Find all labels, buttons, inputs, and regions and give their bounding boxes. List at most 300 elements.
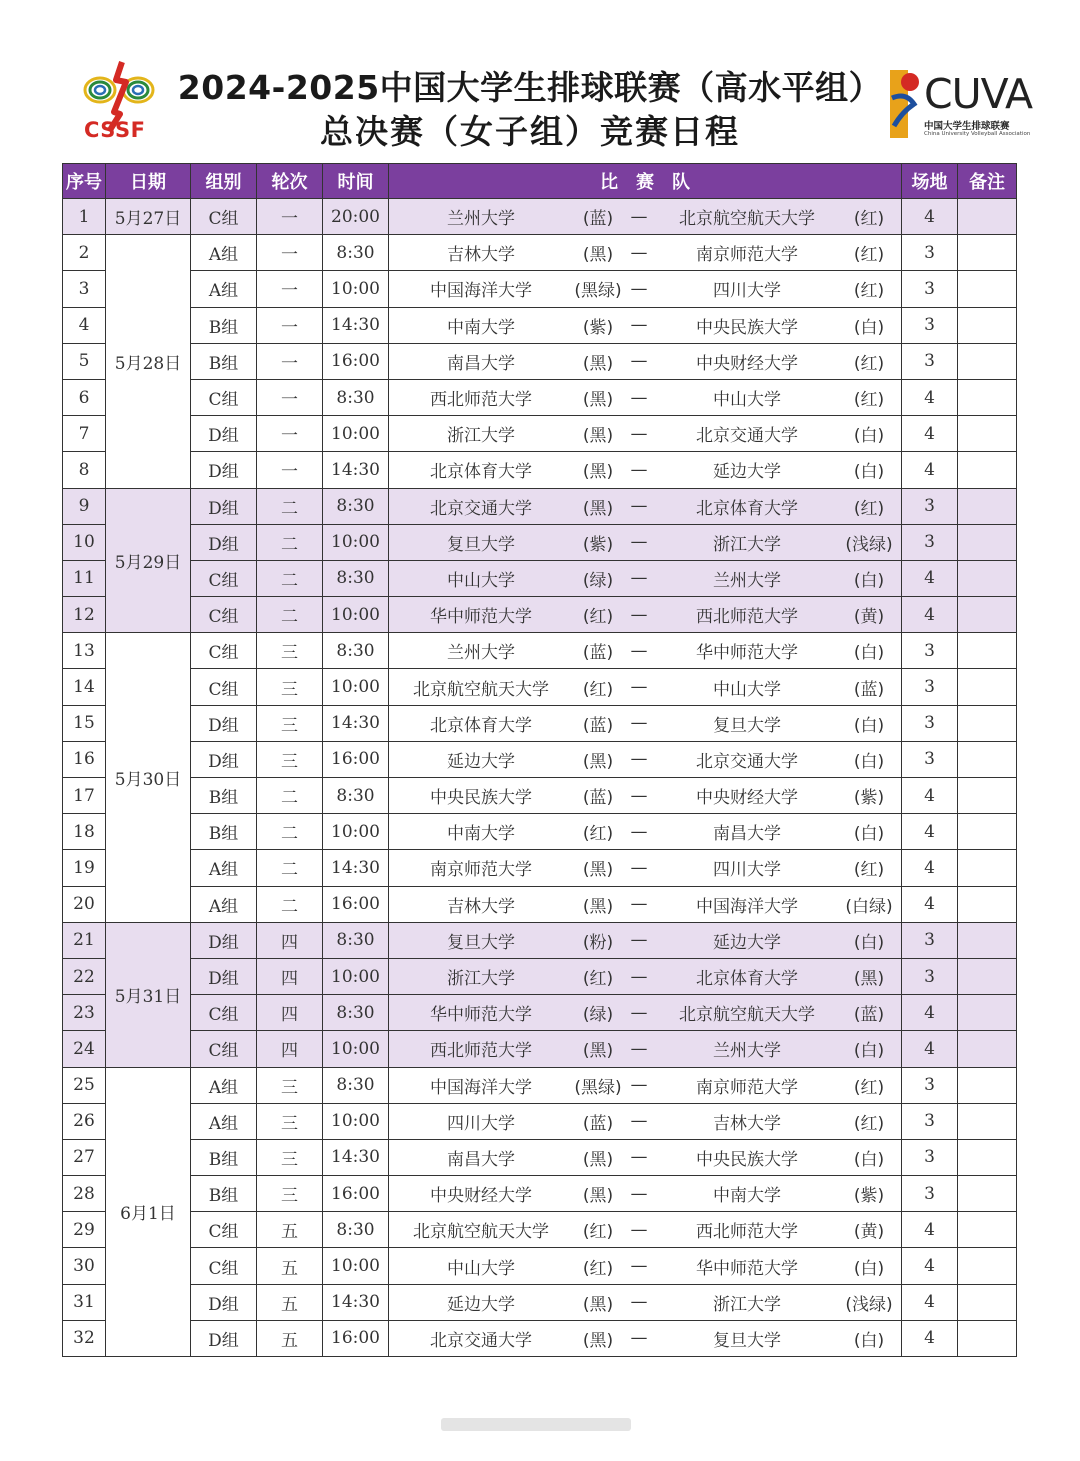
team2-jersey-color: (白)	[853, 1258, 885, 1279]
match-cell	[389, 307, 902, 343]
team1-name: 北京体育大学	[430, 715, 532, 736]
round-cell: 二	[257, 524, 323, 560]
team1-jersey-color: (红)	[582, 679, 614, 700]
schedule-body	[63, 199, 1017, 1357]
match-cell	[389, 814, 902, 850]
match-cell	[389, 633, 902, 669]
team1-jersey-color: (蓝)	[582, 788, 614, 809]
team1-name: 中国海洋大学	[430, 1077, 532, 1098]
versus-dash: —	[630, 604, 648, 625]
versus-dash: —	[630, 496, 648, 517]
time-cell: 8:30	[323, 922, 389, 958]
team1-name: 兰州大学	[447, 209, 515, 230]
match-teams	[389, 199, 901, 234]
match-cell	[389, 995, 902, 1031]
footer-watermark-bar	[441, 1418, 631, 1431]
time-cell: 8:30	[323, 1212, 389, 1248]
note-cell	[958, 1067, 1017, 1103]
team2-jersey-color: (浅绿)	[845, 534, 893, 555]
note-cell	[958, 1284, 1017, 1320]
header-note: 备注	[958, 164, 1017, 199]
team2-name: 复旦大学	[713, 715, 781, 736]
versus-dash: —	[630, 1328, 648, 1349]
time-cell: 10:00	[323, 416, 389, 452]
team1-name: 南京师范大学	[430, 860, 532, 881]
versus-dash: —	[630, 1038, 648, 1059]
team2-name: 北京体育大学	[696, 498, 798, 519]
team1-name: 复旦大学	[447, 932, 515, 953]
team1-name: 西北师范大学	[430, 390, 532, 411]
team1-jersey-color: (黑)	[582, 426, 614, 447]
team1-name: 中南大学	[447, 317, 515, 338]
note-cell	[958, 814, 1017, 850]
match-cell	[389, 416, 902, 452]
round-cell: 一	[257, 307, 323, 343]
group-cell: C组	[191, 1248, 257, 1284]
group-cell: C组	[191, 633, 257, 669]
row-number: 4	[63, 307, 106, 343]
team1-name: 北京交通大学	[430, 498, 532, 519]
team2-name: 中央财经大学	[696, 353, 798, 374]
venue-cell: 4	[902, 850, 958, 886]
match-cell	[389, 271, 902, 307]
row-number: 30	[63, 1248, 106, 1284]
note-cell	[958, 1212, 1017, 1248]
team1-name: 中央民族大学	[430, 788, 532, 809]
team1-name: 中山大学	[447, 1258, 515, 1279]
team2-name: 复旦大学	[713, 1330, 781, 1351]
team2-jersey-color: (浅绿)	[845, 1294, 893, 1315]
versus-dash: —	[630, 315, 648, 336]
versus-dash: —	[630, 821, 648, 842]
time-cell: 14:30	[323, 307, 389, 343]
note-cell	[958, 669, 1017, 705]
match-cell	[389, 379, 902, 415]
round-cell: 三	[257, 633, 323, 669]
table-row	[63, 922, 1017, 958]
team2-jersey-color: (红)	[853, 281, 885, 302]
round-cell: 一	[257, 271, 323, 307]
round-cell: 四	[257, 922, 323, 958]
note-cell	[958, 416, 1017, 452]
versus-dash: —	[630, 206, 648, 227]
row-number: 12	[63, 597, 106, 633]
team2-jersey-color: (红)	[853, 1077, 885, 1098]
row-number: 19	[63, 850, 106, 886]
versus-dash: —	[630, 1075, 648, 1096]
schedule-table	[62, 163, 1017, 1357]
venue-cell: 3	[902, 488, 958, 524]
round-cell: 三	[257, 669, 323, 705]
versus-dash: —	[630, 1183, 648, 1204]
note-cell	[958, 560, 1017, 596]
row-number: 21	[63, 922, 106, 958]
match-cell	[389, 597, 902, 633]
row-number: 32	[63, 1320, 106, 1356]
team1-name: 北京体育大学	[430, 462, 532, 483]
versus-dash: —	[630, 1147, 648, 1168]
round-cell: 三	[257, 705, 323, 741]
match-cell	[389, 741, 902, 777]
row-number: 24	[63, 1031, 106, 1067]
table-row	[63, 995, 1017, 1031]
group-cell: C组	[191, 1031, 257, 1067]
table-row	[63, 1212, 1017, 1248]
match-teams	[389, 995, 901, 1030]
row-number: 9	[63, 488, 106, 524]
versus-dash: —	[630, 713, 648, 734]
team1-jersey-color: (蓝)	[582, 643, 614, 664]
team1-jersey-color: (黑)	[582, 390, 614, 411]
team1-name: 中南大学	[447, 824, 515, 845]
team1-name: 延边大学	[447, 751, 515, 772]
match-teams	[389, 742, 901, 777]
round-cell: 二	[257, 560, 323, 596]
group-cell: D组	[191, 958, 257, 994]
match-teams	[389, 923, 901, 958]
team1-jersey-color: (紫)	[582, 534, 614, 555]
group-cell: B组	[191, 814, 257, 850]
venue-cell: 4	[902, 379, 958, 415]
team2-name: 兰州大学	[713, 570, 781, 591]
team1-jersey-color: (黑)	[582, 353, 614, 374]
note-cell	[958, 922, 1017, 958]
time-cell: 10:00	[323, 814, 389, 850]
note-cell	[958, 597, 1017, 633]
versus-dash: —	[630, 785, 648, 806]
table-row	[63, 958, 1017, 994]
header-venue: 场地	[902, 164, 958, 199]
note-cell	[958, 524, 1017, 560]
cuva-logo-text: CUVA	[924, 70, 1033, 118]
versus-dash: —	[630, 568, 648, 589]
team2-jersey-color: (蓝)	[853, 1005, 885, 1026]
note-cell	[958, 1320, 1017, 1356]
time-cell: 10:00	[323, 958, 389, 994]
group-cell: A组	[191, 1103, 257, 1139]
venue-cell: 4	[902, 886, 958, 922]
team2-jersey-color: (白)	[853, 317, 885, 338]
team1-name: 华中师范大学	[430, 607, 532, 628]
row-number: 20	[63, 886, 106, 922]
table-row	[63, 452, 1017, 488]
team2-name: 中南大学	[713, 1186, 781, 1207]
table-row	[63, 1103, 1017, 1139]
team1-name: 吉林大学	[447, 245, 515, 266]
match-cell	[389, 1320, 902, 1356]
match-cell	[389, 488, 902, 524]
venue-cell: 3	[902, 705, 958, 741]
group-cell: D组	[191, 922, 257, 958]
table-row	[63, 379, 1017, 415]
match-cell	[389, 922, 902, 958]
table-row	[63, 705, 1017, 741]
team2-name: 北京航空航天大学	[679, 209, 815, 230]
table-row	[63, 235, 1017, 271]
match-teams	[389, 452, 901, 487]
table-row	[63, 1320, 1017, 1356]
date-cell: 5月29日	[106, 488, 191, 633]
group-cell: B组	[191, 343, 257, 379]
table-row	[63, 488, 1017, 524]
versus-dash: —	[630, 242, 648, 263]
team1-name: 南昌大学	[447, 353, 515, 374]
match-cell	[389, 1031, 902, 1067]
team1-name: 中国海洋大学	[430, 281, 532, 302]
team2-jersey-color: (白)	[853, 932, 885, 953]
match-cell	[389, 524, 902, 560]
venue-cell: 3	[902, 741, 958, 777]
match-teams	[389, 1321, 901, 1356]
venue-cell: 4	[902, 1212, 958, 1248]
group-cell: C组	[191, 1212, 257, 1248]
team2-name: 四川大学	[713, 281, 781, 302]
team1-jersey-color: (黑)	[582, 498, 614, 519]
round-cell: 三	[257, 1103, 323, 1139]
team2-jersey-color: (黄)	[853, 607, 885, 628]
match-cell	[389, 850, 902, 886]
match-teams	[389, 1285, 901, 1320]
page-header	[0, 0, 1080, 160]
round-cell: 二	[257, 850, 323, 886]
row-number: 26	[63, 1103, 106, 1139]
team2-jersey-color: (红)	[853, 390, 885, 411]
versus-dash: —	[630, 966, 648, 987]
team1-name: 兰州大学	[447, 643, 515, 664]
round-cell: 二	[257, 814, 323, 850]
match-teams	[389, 308, 901, 343]
time-cell: 10:00	[323, 1031, 389, 1067]
match-teams	[389, 416, 901, 451]
table-row	[63, 886, 1017, 922]
team1-jersey-color: (蓝)	[582, 715, 614, 736]
table-row	[63, 597, 1017, 633]
versus-dash: —	[630, 894, 648, 915]
team1-name: 北京航空航天大学	[413, 1222, 549, 1243]
match-teams	[389, 1031, 901, 1066]
date-cell: 5月31日	[106, 922, 191, 1067]
group-cell: A组	[191, 1067, 257, 1103]
table-row	[63, 1248, 1017, 1284]
round-cell: 一	[257, 343, 323, 379]
venue-cell: 3	[902, 307, 958, 343]
match-teams	[389, 271, 901, 306]
row-number: 18	[63, 814, 106, 850]
date-cell: 6月1日	[106, 1067, 191, 1357]
time-cell: 8:30	[323, 633, 389, 669]
table-header-row	[63, 164, 1017, 199]
round-cell: 三	[257, 1176, 323, 1212]
team2-jersey-color: (红)	[853, 1113, 885, 1134]
round-cell: 三	[257, 1139, 323, 1175]
team2-jersey-color: (白)	[853, 570, 885, 591]
round-cell: 一	[257, 199, 323, 235]
table-row	[63, 524, 1017, 560]
group-cell: B组	[191, 1176, 257, 1212]
row-number: 3	[63, 271, 106, 307]
team1-jersey-color: (黑)	[582, 860, 614, 881]
team1-jersey-color: (绿)	[582, 570, 614, 591]
match-teams	[389, 489, 901, 524]
versus-dash: —	[630, 1219, 648, 1240]
time-cell: 8:30	[323, 995, 389, 1031]
match-teams	[389, 1068, 901, 1103]
team1-name: 中央财经大学	[430, 1186, 532, 1207]
row-number: 2	[63, 235, 106, 271]
match-teams	[389, 235, 901, 270]
versus-dash: —	[630, 640, 648, 661]
team2-name: 南京师范大学	[696, 245, 798, 266]
note-cell	[958, 1031, 1017, 1067]
versus-dash: —	[630, 532, 648, 553]
match-teams	[389, 1140, 901, 1175]
team1-name: 北京交通大学	[430, 1330, 532, 1351]
team2-name: 浙江大学	[713, 1294, 781, 1315]
row-number: 10	[63, 524, 106, 560]
team1-jersey-color: (黑)	[582, 462, 614, 483]
venue-cell: 4	[902, 1031, 958, 1067]
page-title-line1: 2024-2025中国大学生排球联赛（高水平组）	[177, 68, 883, 107]
group-cell: D组	[191, 1320, 257, 1356]
note-cell	[958, 199, 1017, 235]
match-cell	[389, 1103, 902, 1139]
row-number: 28	[63, 1176, 106, 1212]
match-teams	[389, 959, 901, 994]
team2-jersey-color: (红)	[853, 245, 885, 266]
row-number: 31	[63, 1284, 106, 1320]
date-cell: 5月28日	[106, 235, 191, 488]
group-cell: D组	[191, 488, 257, 524]
row-number: 16	[63, 741, 106, 777]
round-cell: 二	[257, 778, 323, 814]
time-cell: 16:00	[323, 1176, 389, 1212]
venue-cell: 3	[902, 524, 958, 560]
group-cell: D组	[191, 524, 257, 560]
note-cell	[958, 235, 1017, 271]
team2-name: 北京交通大学	[696, 426, 798, 447]
versus-dash: —	[630, 459, 648, 480]
team2-name: 北京航空航天大学	[679, 1005, 815, 1026]
note-cell	[958, 1139, 1017, 1175]
match-cell	[389, 560, 902, 596]
round-cell: 一	[257, 235, 323, 271]
note-cell	[958, 343, 1017, 379]
round-cell: 一	[257, 379, 323, 415]
team2-jersey-color: (红)	[853, 498, 885, 519]
team2-name: 北京体育大学	[696, 969, 798, 990]
group-cell: D组	[191, 1284, 257, 1320]
time-cell: 8:30	[323, 488, 389, 524]
group-cell: C组	[191, 995, 257, 1031]
versus-dash: —	[630, 1111, 648, 1132]
match-cell	[389, 1176, 902, 1212]
match-teams	[389, 669, 901, 704]
team2-jersey-color: (红)	[853, 353, 885, 374]
group-cell: C组	[191, 597, 257, 633]
team2-jersey-color: (蓝)	[853, 679, 885, 700]
time-cell: 14:30	[323, 705, 389, 741]
team1-jersey-color: (红)	[582, 607, 614, 628]
cuva-logo-subtitle: 中国大学生排球联赛	[924, 121, 1010, 132]
row-number: 15	[63, 705, 106, 741]
team2-jersey-color: (白)	[853, 1330, 885, 1351]
row-number: 1	[63, 199, 106, 235]
team2-jersey-color: (白)	[853, 426, 885, 447]
time-cell: 8:30	[323, 1067, 389, 1103]
versus-dash: —	[630, 677, 648, 698]
team1-jersey-color: (黑)	[582, 896, 614, 917]
venue-cell: 3	[902, 958, 958, 994]
versus-dash: —	[630, 351, 648, 372]
match-teams	[389, 1104, 901, 1139]
venue-cell: 3	[902, 1067, 958, 1103]
team2-name: 中山大学	[713, 390, 781, 411]
time-cell: 10:00	[323, 1103, 389, 1139]
match-teams	[389, 706, 901, 741]
team2-jersey-color: (紫)	[853, 788, 885, 809]
team1-name: 复旦大学	[447, 534, 515, 555]
header-match: 比 赛 队	[389, 164, 902, 199]
time-cell: 10:00	[323, 524, 389, 560]
match-cell	[389, 669, 902, 705]
team2-name: 浙江大学	[713, 534, 781, 555]
match-teams	[389, 1176, 901, 1211]
team2-jersey-color: (红)	[853, 209, 885, 230]
group-cell: B组	[191, 307, 257, 343]
team2-name: 西北师范大学	[696, 1222, 798, 1243]
time-cell: 14:30	[323, 1139, 389, 1175]
team2-jersey-color: (白)	[853, 824, 885, 845]
row-number: 6	[63, 379, 106, 415]
match-cell	[389, 343, 902, 379]
note-cell	[958, 1248, 1017, 1284]
venue-cell: 3	[902, 669, 958, 705]
team1-jersey-color: (黑)	[582, 1294, 614, 1315]
match-teams	[389, 380, 901, 415]
team1-jersey-color: (黑)	[582, 1149, 614, 1170]
time-cell: 16:00	[323, 741, 389, 777]
time-cell: 8:30	[323, 379, 389, 415]
header-no: 序号	[63, 164, 106, 199]
team2-name: 中央民族大学	[696, 317, 798, 338]
table-row	[63, 778, 1017, 814]
team2-jersey-color: (白)	[853, 643, 885, 664]
table-row	[63, 814, 1017, 850]
versus-dash: —	[630, 930, 648, 951]
group-cell: A组	[191, 850, 257, 886]
table-row	[63, 560, 1017, 596]
team1-name: 华中师范大学	[430, 1005, 532, 1026]
match-cell	[389, 705, 902, 741]
table-row	[63, 416, 1017, 452]
group-cell: D组	[191, 705, 257, 741]
team1-name: 浙江大学	[447, 969, 515, 990]
venue-cell: 4	[902, 778, 958, 814]
table-row	[63, 307, 1017, 343]
team2-name: 华中师范大学	[696, 643, 798, 664]
group-cell: C组	[191, 379, 257, 415]
versus-dash: —	[630, 857, 648, 878]
cuva-logo-icon	[888, 68, 922, 140]
header-date: 日期	[106, 164, 191, 199]
row-number: 25	[63, 1067, 106, 1103]
note-cell	[958, 488, 1017, 524]
header-group: 组别	[191, 164, 257, 199]
table-row	[63, 343, 1017, 379]
group-cell: A组	[191, 886, 257, 922]
team2-jersey-color: (白)	[853, 1149, 885, 1170]
team1-jersey-color: (红)	[582, 824, 614, 845]
